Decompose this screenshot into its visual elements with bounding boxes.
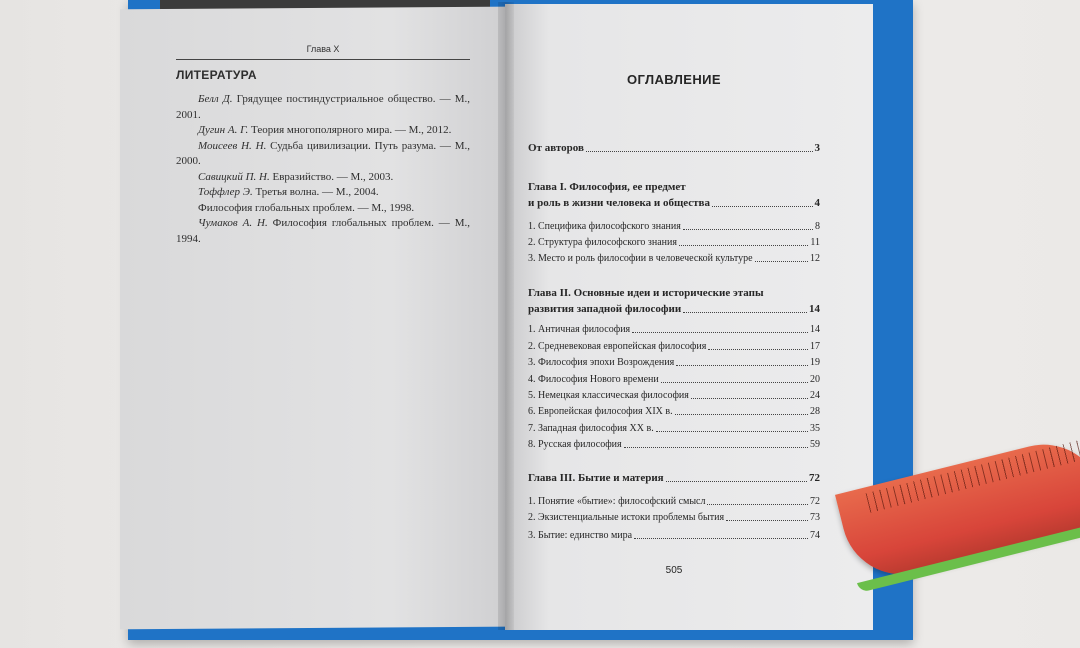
header-rule	[176, 59, 470, 60]
toc-chapter-3: Глава III. Бытие и материя 72	[528, 472, 820, 484]
bibliography-entry: Савицкий П. Н. Евразийство. — М., 2003.	[198, 170, 394, 183]
literature-title: ЛИТЕРАТУРА	[176, 68, 257, 82]
bibliography-entry: Тоффлер Э. Третья волна. — М., 2004.	[198, 186, 379, 198]
page-number: 505	[665, 565, 683, 576]
bibliography-entry: Дугин А. Г. Теория многополярного мира. — М., 2012.	[198, 124, 452, 136]
toc-title: ОГЛАВЛЕНИЕ	[627, 72, 721, 87]
toc-section: 1. Понятие «бытие»: философский смысл 72	[528, 496, 820, 507]
toc-chapter-2: развития западной философии 14	[528, 303, 820, 315]
toc-section: 2. Экзистенциальные истоки проблемы бытия 73	[528, 512, 820, 523]
bibliography-entry: Моисеев Н. Н. Судьба цивилизации. Путь разума. — М., 2000.	[176, 139, 471, 167]
toc-section: 4. Философия Нового времени 20	[528, 374, 820, 385]
toc-section: 3. Философия эпохи Возрождения 19	[528, 357, 820, 368]
bibliography-list	[176, 92, 470, 247]
bibliography-entry: Белл Д. Грядущее постиндустриальное общество. — М., 2001.	[176, 93, 470, 121]
toc-chapter-2-line1: Глава II. Основные идеи и исторические этапы	[528, 287, 764, 299]
toc-section: 3. Место и роль философии в человеческой культуре 12	[528, 253, 820, 264]
toc-section: 2. Средневековая европейская философия 17	[528, 341, 820, 352]
toc-section: 6. Европейская философия XIX в. 28	[528, 406, 820, 417]
toc-chapter-1-line1: Глава I. Философия, ее предмет	[528, 181, 686, 193]
bibliography-entry: Философия глобальных проблем. — М., 1998.	[198, 201, 415, 214]
toc-section: 2. Структура философского знания 11	[528, 237, 820, 248]
bibliography-entry: Чумаков А. Н. Философия глобальных проблем. — М., 1994.	[176, 217, 470, 245]
toc-section: 1. Специфика философского знания 8	[528, 221, 820, 232]
running-head: Глава X	[306, 44, 340, 54]
toc-section: 5. Немецкая классическая философия 24	[528, 390, 820, 401]
book-gutter	[498, 2, 514, 630]
toc-section: 3. Бытие: единство мира 74	[528, 530, 820, 541]
toc-section: 7. Западная философия XX в. 35	[528, 423, 820, 434]
toc-section: 8. Русская философия 59	[528, 439, 820, 450]
toc-chapter-1: и роль в жизни человека и общества 4	[528, 197, 820, 209]
toc-intro: От авторов 3	[528, 142, 820, 154]
toc-section: 1. Античная философия 14	[528, 324, 820, 335]
